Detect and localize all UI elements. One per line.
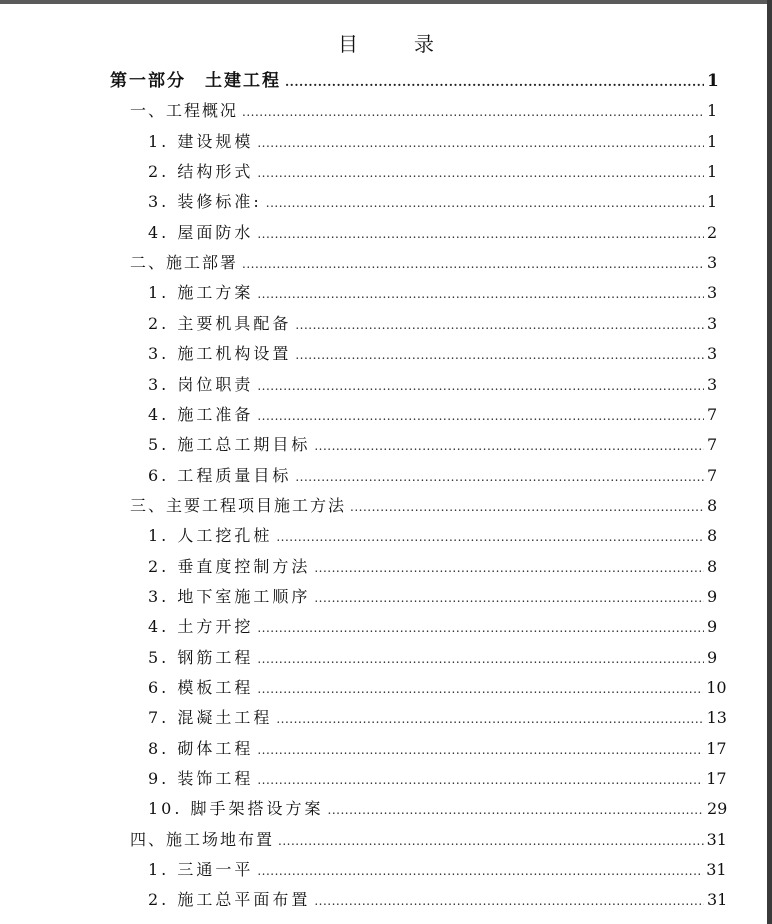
toc-entry-page: 17 <box>706 738 727 758</box>
toc-leader-dots <box>257 860 703 882</box>
toc-entry-page: 2 <box>707 222 718 242</box>
toc-entry-page: 3 <box>707 374 718 394</box>
toc-entry-label: 10. 脚手架搭设方案 <box>148 799 324 819</box>
toc-entry[interactable] <box>148 404 718 426</box>
toc-entry-page: 1 <box>707 101 718 121</box>
toc-entry-page: 31 <box>707 890 728 910</box>
toc-entry[interactable] <box>148 798 728 820</box>
toc-entry[interactable] <box>148 222 718 244</box>
toc-entry-label: 第一部分 土建工程 <box>110 71 281 91</box>
toc-entry-label: 4. 土方开挖 <box>148 617 254 637</box>
toc-leader-dots <box>314 587 704 609</box>
toc-entry[interactable] <box>110 70 719 92</box>
toc-entry-label: 5. 钢筋工程 <box>148 647 254 667</box>
toc-entry[interactable] <box>148 586 718 608</box>
toc-entry-page: 9 <box>707 647 718 667</box>
toc-entry-page: 8 <box>707 556 718 576</box>
toc-entry-page: 1 <box>707 162 718 182</box>
toc-leader-dots <box>257 769 703 791</box>
toc-entry-page: 1 <box>707 131 718 151</box>
toc-entry[interactable] <box>148 859 727 881</box>
toc-entry-label: 1. 三通一平 <box>148 860 254 880</box>
toc-entry-page: 9 <box>707 586 718 606</box>
toc-entry[interactable] <box>148 374 718 396</box>
toc-entry-label: 1. 施工方案 <box>148 283 254 303</box>
toc-entry-label: 四、施工场地布置 <box>130 829 275 849</box>
toc-leader-dots <box>257 132 704 154</box>
toc-entry[interactable] <box>148 161 718 183</box>
toc-entry[interactable] <box>148 889 728 911</box>
toc-leader-dots <box>314 435 704 457</box>
toc-leader-dots <box>257 739 703 761</box>
toc-entry-page: 31 <box>706 829 727 849</box>
toc-entry-page: 3 <box>707 344 718 364</box>
toc-entry-label: 二、施工部署 <box>130 253 239 273</box>
right-border <box>767 0 772 924</box>
toc-entry-label: 3. 装修标准: <box>148 192 262 212</box>
toc-entry[interactable] <box>130 100 718 122</box>
toc-entry-label: 4. 屋面防水 <box>148 222 254 242</box>
toc-title-char-2: 录 <box>414 32 434 56</box>
toc-entry-label: 2. 主要机具配备 <box>148 313 292 333</box>
toc-entry[interactable] <box>148 343 718 365</box>
toc-leader-dots <box>350 496 704 518</box>
toc-entry-page: 8 <box>707 495 718 515</box>
toc-leader-dots <box>276 708 703 730</box>
toc-leader-dots <box>295 344 704 366</box>
toc-leader-dots <box>257 223 704 245</box>
toc-entry-label: 5. 施工总工期目标 <box>148 435 311 455</box>
toc-leader-dots <box>257 283 704 305</box>
toc-entry-page: 7 <box>707 435 718 455</box>
toc-entry[interactable] <box>148 131 718 153</box>
toc-leader-dots <box>266 192 704 214</box>
toc-leader-dots <box>285 71 704 93</box>
toc-leader-dots <box>257 375 704 397</box>
toc-entry-label: 1. 建设规模 <box>148 131 254 151</box>
toc-entry-page: 8 <box>707 526 718 546</box>
toc-entry-label: 2. 施工总平面布置 <box>148 890 311 910</box>
toc-entry[interactable] <box>148 768 727 790</box>
toc-title <box>0 28 772 57</box>
toc-entry-page: 9 <box>707 617 718 637</box>
toc-leader-dots <box>257 648 704 670</box>
toc-entry[interactable] <box>148 616 718 638</box>
toc-entry-label: 6. 工程质量目标 <box>148 465 292 485</box>
toc-entry-label: 3. 地下室施工顺序 <box>148 586 311 606</box>
toc-entry-page: 29 <box>707 799 728 819</box>
toc-entry[interactable] <box>148 707 727 729</box>
toc-entry-page: 3 <box>707 283 718 303</box>
toc-entry[interactable] <box>148 465 718 487</box>
top-border <box>0 0 772 4</box>
toc-entry-label: 2. 垂直度控制方法 <box>148 556 311 576</box>
toc-leader-dots <box>257 617 704 639</box>
toc-entry-label: 4. 施工准备 <box>148 404 254 424</box>
toc-entry[interactable] <box>148 282 718 304</box>
toc-entry-page: 3 <box>707 253 718 273</box>
toc-entry-page: 3 <box>707 313 718 333</box>
toc-entry-page: 10 <box>706 678 727 697</box>
toc-leader-dots <box>242 101 704 123</box>
toc-entry[interactable] <box>148 525 718 547</box>
toc-entry-page: 17 <box>706 769 727 789</box>
toc-leader-dots <box>314 890 704 912</box>
toc-leader-dots <box>314 557 704 579</box>
toc-entry-page: 7 <box>707 465 718 485</box>
toc-entry-label: 3. 施工机构设置 <box>148 344 292 364</box>
toc-entry-page: 1 <box>707 71 719 91</box>
toc-entry-label: 3. 岗位职责 <box>148 374 254 394</box>
toc-entry[interactable] <box>130 829 727 851</box>
toc-title-char-1: 目 <box>338 32 358 56</box>
toc-entry-page: 13 <box>706 708 727 728</box>
toc-entry-label: 7. 混凝土工程 <box>148 708 273 728</box>
toc-entry-label: 8. 砌体工程 <box>148 738 254 758</box>
toc-entry-label: 三、主要工程项目施工方法 <box>130 495 347 515</box>
toc-leader-dots <box>257 162 704 184</box>
toc-entry-page: 31 <box>706 860 727 880</box>
toc-entry[interactable] <box>148 556 718 578</box>
toc-entry[interactable] <box>148 647 718 669</box>
toc-leader-dots <box>295 314 704 336</box>
toc-leader-dots <box>242 253 704 275</box>
toc-leader-dots <box>328 799 704 821</box>
toc-leader-dots <box>278 830 704 852</box>
toc-leader-dots <box>276 526 704 548</box>
toc-entry-label: 9. 装饰工程 <box>148 769 254 789</box>
toc-entry-label: 6. 模板工程 <box>148 678 254 697</box>
toc-entry-label: 2. 结构形式 <box>148 162 254 182</box>
toc-entry[interactable] <box>148 434 718 456</box>
toc-entry-label: 一、工程概况 <box>130 101 239 121</box>
toc-entry[interactable] <box>130 252 718 274</box>
toc-entry-label: 1. 人工挖孔桩 <box>148 526 273 546</box>
toc-entry-page: 1 <box>707 192 718 212</box>
toc-leader-dots <box>257 678 703 700</box>
toc-entry[interactable] <box>130 495 718 517</box>
toc-leader-dots <box>295 466 704 488</box>
toc-entry[interactable] <box>148 313 718 335</box>
toc-entry[interactable] <box>148 738 727 760</box>
toc-leader-dots <box>257 405 704 427</box>
toc-entry[interactable] <box>148 677 727 699</box>
toc-entry-page: 7 <box>707 404 718 424</box>
toc-entry[interactable] <box>148 191 718 213</box>
